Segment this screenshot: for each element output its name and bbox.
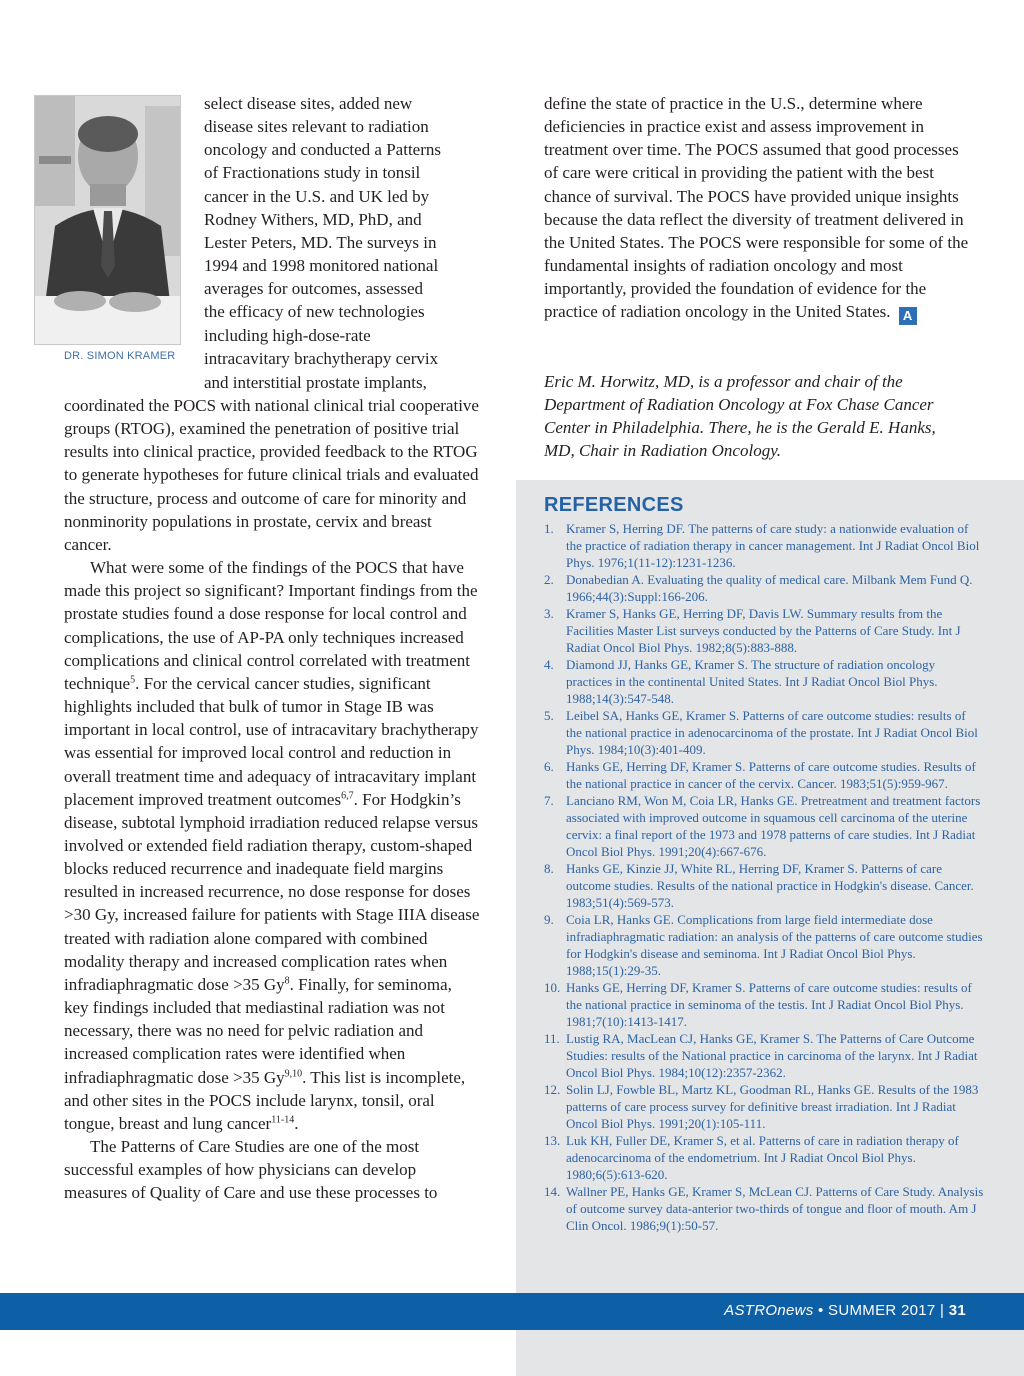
page-number: 31 [948, 1302, 966, 1319]
citation-sup: 6,7 [341, 790, 354, 801]
text-line: of Fractionations study in tonsil [204, 163, 421, 183]
reference-number: 6. [544, 759, 554, 774]
reference-text: Solin LJ, Fowble BL, Martz KL, Goodman RL, Hanks GE. Results of the 1983 patterns of care process survey for definitive breast irradiation. Int J Radiat Oncol Biol Phys. 1991;20(1):105-111. [566, 1082, 979, 1131]
reference-text: Hanks GE, Herring DF, Kramer S. Patterns of care outcome studies: results of the national practice in seminoma of the testis. Int J Radiat Oncol Biol Phys. 1981;7(10):1413-1417. [566, 980, 972, 1029]
reference-number: 8. [544, 861, 554, 876]
issue-label: SUMMER 2017 [828, 1302, 936, 1319]
photo-caption: DR. SIMON KRAMER [64, 350, 176, 362]
paragraph-right [544, 92, 974, 325]
reference-number: 1. [544, 521, 554, 536]
text-line: select disease sites, added new [204, 94, 413, 113]
reference-text: Kramer S, Hanks GE, Herring DF, Davis LW. Summary results from the Facilities Master List surveys conducted by the Patterns of Care Study. Int J Radiat Oncol Biol Phys. 1982;8(5):883-888. [566, 606, 961, 655]
citation-sup: 8 [284, 975, 290, 987]
reference-number: 7. [544, 793, 554, 808]
author-bio-text: Eric M. Horwitz, MD, is a professor and chair of the Department of Radiation Oncology at Fox Chase Cancer Center in Philadelphia. There, he is the Gerald E. Hanks, MD, Chair in Radiation Oncology. [544, 372, 936, 461]
reference-number: 5. [544, 708, 554, 723]
left-column-wrap [204, 92, 484, 370]
text-run: . For the cervical cancer studies, significant highlights included that bulk of tumor in Stage IB was important in local control, use of intracavitary brachytherapy was essential for improved local control and reduction in overall treatment time and adequacy of intracavitary implant placement improved treatment outcomes [64, 673, 479, 809]
reference-item [544, 979, 984, 1030]
text-line: the efficacy of new technologies [204, 302, 425, 322]
reference-text: Diamond JJ, Hanks GE, Kramer S. The structure of radiation oncology practices in the continental United States. Int J Radiat Oncol Biol Phys. 1988;14(3):547-548. [566, 657, 938, 706]
reference-item [544, 792, 984, 860]
reference-item [544, 758, 984, 792]
reference-text: Lustig RA, MacLean CJ, Hanks GE, Kramer S. The Patterns of Care Outcome Studies: results of the National practice in carcinoma of the larynx. Int J Radiat Oncol Biol Phys. 1984;10(12):2357-2362. [566, 1031, 978, 1080]
text-run: . For Hodgkin’s disease, subtotal lymphoid irradiation reduced relapse versus involved or extended field radiation therapy, custom-shaped blocks reduced recurrence and inadequate field margins resulted in increased recurrence, no dose response for doses >30 Gy, increased failure for patients with Stage IIIA disease treated with radiation alone compared with combined modality therapy and increased complication rates when infradiaphragmatic dose >35 Gy [64, 789, 480, 994]
reference-item [544, 1132, 984, 1183]
reference-item [544, 656, 984, 707]
reference-text: Hanks GE, Kinzie JJ, White RL, Herring DF, Kramer S. Patterns of care outcome studies. Results of the national practice in Hodgkin's disease. Cancer. 1983;51(4):569-573. [566, 861, 974, 910]
reference-item [544, 571, 984, 605]
reference-text: Luk KH, Fuller DE, Kramer S, et al. Patterns of care in radiation therapy of adenocarcinoma of the endometrium. Int J Radiat Oncol Biol Phys. 1980;6(5):613-620. [566, 1133, 959, 1182]
reference-number: 9. [544, 912, 554, 927]
citation-sup: 9,10 [284, 1067, 303, 1079]
end-mark-icon: A [899, 307, 917, 325]
left-column-body [64, 394, 480, 1204]
reference-item [544, 605, 984, 656]
reference-number: 2. [544, 572, 554, 587]
portrait-photo [34, 95, 181, 345]
paragraph-findings [64, 556, 480, 1135]
text-line: intracavitary brachytherapy cervix [204, 348, 439, 368]
reference-text: Donabedian A. Evaluating the quality of medical care. Milbank Mem Fund Q. 1966;44(3):Suppl:166-206. [566, 572, 973, 604]
references-heading: REFERENCES [544, 494, 684, 516]
text-line: and interstitial prostate implants, [204, 373, 427, 392]
reference-number: 4. [544, 657, 554, 672]
text-line: oncology and conducted a Patterns [204, 140, 441, 160]
portrait-illustration [35, 96, 180, 344]
bottom-gray-panel [516, 1330, 1024, 1376]
footer-bullet: • [818, 1302, 824, 1319]
reference-item [544, 1030, 984, 1081]
reference-item [544, 911, 984, 979]
text-line: averages for outcomes, assessed [204, 279, 424, 299]
references-box [516, 480, 1024, 1293]
reference-item [544, 520, 984, 571]
citation-sup: 5 [130, 674, 136, 686]
reference-text: Wallner PE, Hanks GE, Kramer S, McLean CJ. Patterns of Care Study. Analysis of outcome survey data-anterior two-thirds of tongue and floor of mouth. Am J Clin Oncol. 1986;9(1):50-57. [566, 1184, 984, 1233]
text-run: define the state of practice in the U.S., determine where deficiencies in practice exist and assess improvement in treatment over time. The POCS assumed that good processes of care were critical in providing the patient with the best chance of survival. The POCS have provided unique insights because the data reflect the diversity of treatment delivered in the United States. The POCS were responsible for some of the fundamental insights of radiation oncology and most importantly, provided the foundation of evidence for the practice of radiation oncology in the United States. [544, 94, 969, 322]
reference-item [544, 1081, 984, 1132]
reference-item [544, 860, 984, 911]
reference-item [544, 707, 984, 758]
reference-text: Kramer S, Herring DF. The patterns of care study: a nationwide evaluation of the practice of radiation therapy in cancer management. Int J Radiat Oncol Biol Phys. 1976;1(11-12):1231-1236. [566, 521, 980, 570]
right-column-body [544, 92, 974, 325]
reference-number: 12. [544, 1082, 561, 1097]
text-line: including high-dose-rate [204, 325, 371, 345]
footer-bar [0, 1293, 1024, 1330]
left-column-wrap-last [204, 371, 484, 394]
text-run: . Finally, for seminoma, key findings included that mediastinal radiation was not necessary, there was no need for pelvic radiation and increased complication rates were identified when infradiaphragmatic dose >35 Gy [64, 974, 452, 1087]
footer-text [724, 1302, 966, 1319]
reference-text: Lanciano RM, Won M, Coia LR, Hanks GE. Pretreatment and treatment factors associated with improved outcome in squamous cell carcinoma of the uterine cervix: a final report of the 1973 and 1978 patterns of care studies. Int J Radiat Oncol Biol Phys. 1991;20(4):667-676. [566, 793, 981, 859]
text-run: . [294, 1113, 299, 1133]
reference-number: 14. [544, 1184, 561, 1199]
text-line: Lester Peters, MD. The surveys in [204, 232, 437, 252]
paragraph-conclusion: The Patterns of Care Studies are one of the most successful examples of how physicians can develop measures of Quality of Care and use these processes to [64, 1137, 438, 1203]
text-line: disease sites relevant to radiation [204, 117, 429, 137]
references-list [544, 520, 984, 1234]
reference-item [544, 1183, 984, 1234]
author-bio [544, 370, 964, 463]
reference-number: 10. [544, 980, 561, 995]
reference-number: 11. [544, 1031, 560, 1046]
reference-text: Hanks GE, Herring DF, Kramer S. Patterns of care outcome studies. Results of the national practice in cancer of the cervix. Cancer. 1983;51(5):959-967. [566, 759, 976, 791]
reference-number: 3. [544, 606, 554, 621]
footer-divider: | [940, 1302, 945, 1319]
reference-text: Leibel SA, Hanks GE, Kramer S. Patterns of care outcome studies: results of the national practice in adenocarcinoma of the prostate. Int J Radiat Oncol Biol Phys. 1984;10(3):401-409. [566, 708, 978, 757]
reference-text: Coia LR, Hanks GE. Complications from large field intermediate dose infradiaphragmatic radiation: an analysis of the patterns of care outcome studies for Hodgkin's disease and seminoma. Int J Radiat Oncol Biol Phys. 1988;15(1):29-35. [566, 912, 983, 978]
paragraph-1-continued: coordinated the POCS with national clinical trial cooperative groups (RTOG), examined the penetration of positive trial results into clinical practice, provided feedback to the RTOG to generate hypotheses for future clinical trials and evaluated the structure, process and outcome of care for minority and nonminority populations in prostate, cervix and breast cancer. [64, 396, 479, 554]
text-line: 1994 and 1998 monitored national [204, 256, 439, 276]
text-line: cancer in the U.S. and UK led by [204, 186, 430, 206]
text-run: What were some of the findings of the POCS that have made this project so significant? Important findings from the prostate studies found a dose response for local control and complications, the use of AP-PA only techniques increased complications and clinical control correlated with treatment technique [64, 558, 478, 693]
magazine-name: ASTROnews [724, 1302, 814, 1319]
text-line: Rodney Withers, MD, PhD, and [204, 209, 422, 229]
text-run: . This list is incomplete, and other sites in the POCS include larynx, tonsil, oral tongue, breast and lung cancer [64, 1067, 466, 1133]
citation-sup: 11-14 [271, 1114, 295, 1126]
reference-number: 13. [544, 1133, 561, 1148]
